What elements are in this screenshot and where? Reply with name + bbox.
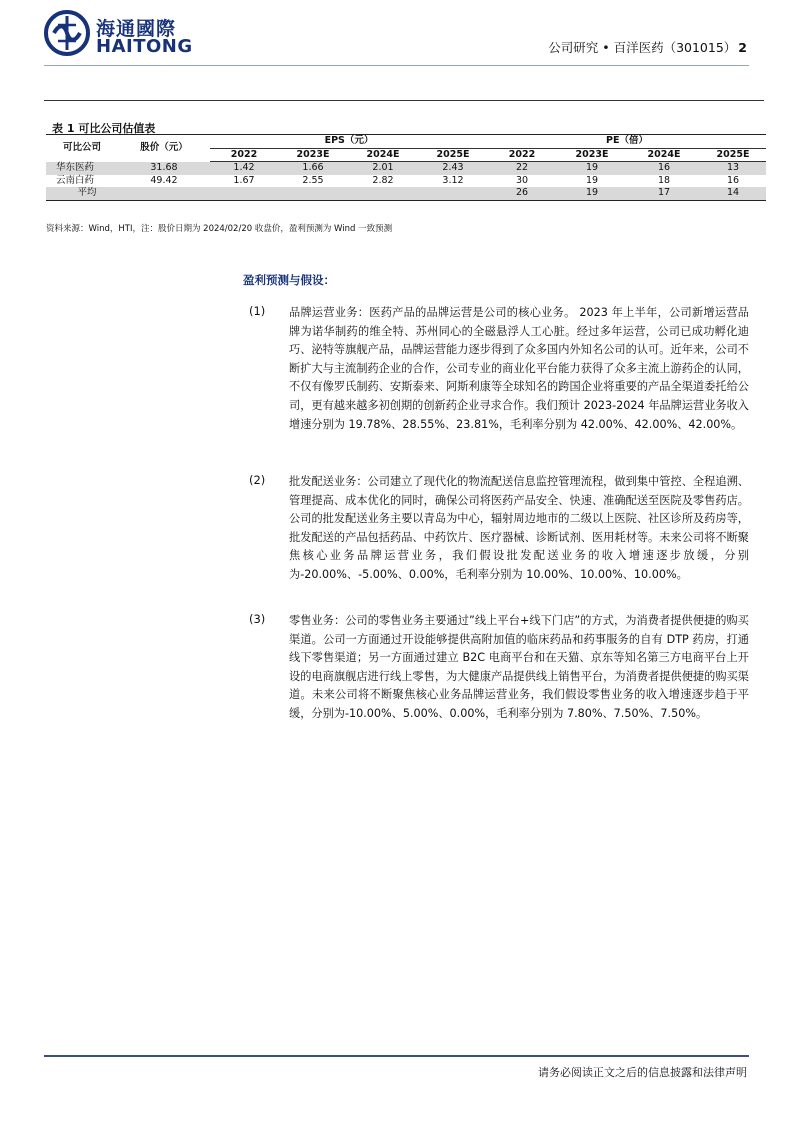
- item-number: (3): [249, 612, 266, 626]
- pe-cell: 26: [488, 187, 556, 200]
- eps-cell: 2.01: [348, 162, 418, 175]
- page-number: 2: [738, 40, 747, 55]
- col-company-header: 可比公司: [46, 135, 118, 162]
- section-rule: [44, 100, 764, 101]
- footer-disclaimer: 请务必阅读正文之后的信息披露和法律声明: [538, 1066, 747, 1079]
- pe-cell: 19: [556, 162, 628, 175]
- table-row: [46, 175, 766, 188]
- price-cell: 49.42: [150, 174, 178, 186]
- item-text: 零售业务：公司的零售业务主要通过”线上平台+线下门店”的方式，为消费者提供便捷的购买渠道。公司一方面通过开设能够提供高附加值的临床药品和药事服务的自有 DTP 药房，打通线下零售渠道；另一方面通过建立 B2C 电商平台和在天猫、京东等知名第三方电商平台上开设的电商旗舰店进行线上零售，为大健康产品提供线上销售平台，为消费者提供便捷的购买渠道。未来公司将不断聚焦核心业务品牌运营业务，我们假设零售业务的收入增速逐步趋于平缓，分别为-10.00%、5.00%、0.00%，毛利率分别为 7.80%、7.50%、7.50%。: [289, 614, 749, 720]
- eps-cell: 2.82: [372, 174, 394, 186]
- item-text: 品牌运营业务：医药产品的品牌运营是公司的核心业务。 2023 年上半年，公司新增运营品牌为诺华制药的维全特、苏州同心的全磁悬浮人工心脏。经过多年运营，公司已成功孵化迪巧、泌特等旗舰产品，品牌运营能力逐步得到了众多国内外知名公司的认可。近年来，公司不断扩大与主流制药企业的合作，公司专业的商业化平台能力获得了众多主流上游药企的认同，不仅有像罗氏制药、安斯泰来、阿斯利康等全球知名的跨国企业将重要的产品全渠道委托给公司，更有越来越多初创期的创新药企业寻求合作。我们预计 2023-2024 年品牌运营业务收入增速分别为 19.78%、28.55%、23.81%，毛利率分别为 42.00%、42.00%、42.00%。: [289, 306, 749, 431]
- item-number: (2): [249, 473, 266, 487]
- pe-cell: 19: [585, 174, 599, 186]
- pe-cell: 16: [628, 162, 700, 175]
- section-title: 盈利预测与假设：: [243, 273, 335, 287]
- pe-cell: 18: [657, 174, 671, 186]
- pe-cell: 17: [628, 187, 700, 200]
- eps-year-header: 2025E: [418, 148, 488, 162]
- logo-chinese-name: 海通國際: [96, 18, 177, 40]
- table-source-note: 资料来源：Wind，HTI，注：股价日期为 2024/02/20 收盘价，盈利预测为 Wind 一致预测: [46, 224, 393, 234]
- company-name: 云南白药: [56, 174, 95, 186]
- haitong-logo: [44, 10, 193, 57]
- price-cell: 31.68: [118, 162, 210, 175]
- eps-cell: [278, 187, 348, 200]
- eps-cell: 1.42: [210, 162, 278, 175]
- pe-group-header: PE（倍）: [488, 135, 766, 149]
- haitong-logo-icon: [44, 10, 90, 56]
- eps-cell: 1.67: [233, 174, 255, 186]
- eps-cell: 1.66: [278, 162, 348, 175]
- table-title: 表 1 可比公司估值表: [52, 122, 156, 135]
- pe-year-header: 2024E: [628, 148, 700, 162]
- eps-group-header: EPS（元）: [210, 135, 488, 149]
- pe-cell: 14: [700, 187, 766, 200]
- eps-year-header: 2022: [210, 148, 278, 162]
- pe-year-header: 2023E: [556, 148, 628, 162]
- price-cell: [118, 187, 210, 200]
- pe-year-header: 2025E: [700, 148, 766, 162]
- pe-cell: 16: [726, 174, 740, 186]
- eps-cell: [348, 187, 418, 200]
- eps-year-header: 2023E: [278, 148, 348, 162]
- average-label: 平均: [46, 187, 118, 200]
- eps-cell: [418, 187, 488, 200]
- eps-year-header: 2024E: [348, 148, 418, 162]
- col-price-header: 股价（元）: [118, 135, 210, 162]
- table-row-average: [46, 187, 766, 200]
- item-text: 批发配送业务：公司建立了现代化的物流配送信息监控管理流程，做到集中管控、全程追溯、管理提高、成本优化的同时，确保公司将医药产品安全、快速、准确配送至医院及零售药店。公司的批发配送业务主要以青岛为中心，辐射周边地市的二级以上医院、社区诊所及药房等，批发配送的产品包括药品、中药饮片、医疗器械、诊断试剂、医用耗材等。未来公司将不断聚焦核心业务品牌运营业务，我们假设批发配送业务的收入增速逐步放缓，分别为-20.00%、-5.00%、0.00%，毛利率分别为 10.00%、10.00%、10.00%。: [289, 475, 749, 581]
- valuation-table: [46, 134, 766, 201]
- report-info: 公司研究 • 百洋医药（301015）: [548, 40, 737, 55]
- eps-cell: 2.43: [418, 162, 488, 175]
- logo-english-name: HAITONG: [96, 36, 193, 57]
- pe-cell: 30: [515, 174, 529, 186]
- eps-cell: 2.55: [302, 174, 324, 186]
- pe-cell: 22: [488, 162, 556, 175]
- table-row: [46, 162, 766, 175]
- report-header: [548, 38, 747, 56]
- header-rule: [44, 65, 749, 66]
- eps-cell: 3.12: [442, 174, 464, 186]
- item-number: (1): [249, 304, 266, 318]
- pe-cell: 19: [556, 187, 628, 200]
- footer-rule: [44, 1055, 749, 1057]
- pe-year-header: 2022: [488, 148, 556, 162]
- company-name: 华东医药: [46, 162, 118, 175]
- eps-cell: [210, 187, 278, 200]
- pe-cell: 13: [700, 162, 766, 175]
